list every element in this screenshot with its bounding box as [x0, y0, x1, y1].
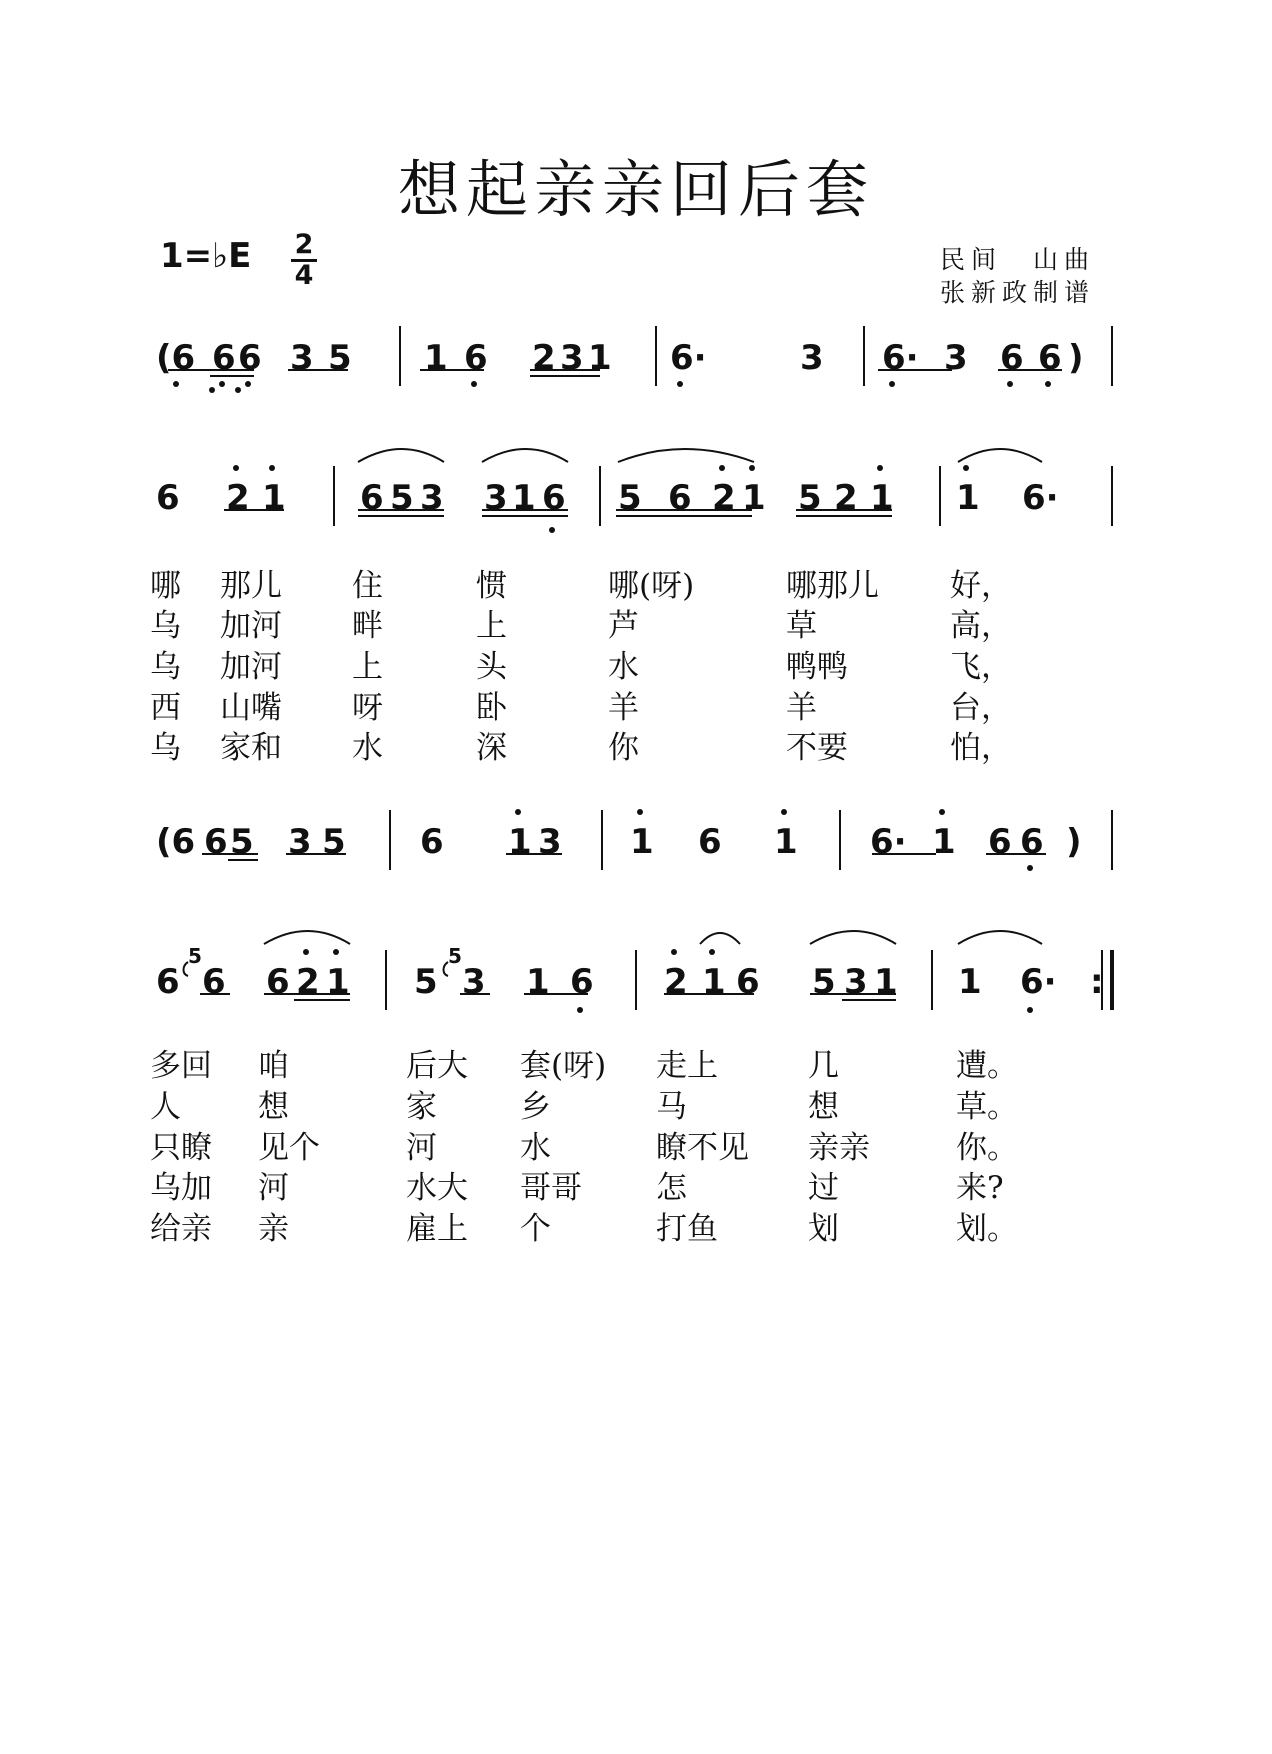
lyric: 套(呀) — [520, 1048, 607, 1084]
note: ) — [1066, 822, 1082, 862]
note: 3 — [844, 962, 868, 1002]
lyric: 想 — [808, 1089, 839, 1125]
note: 3 — [560, 338, 584, 378]
lyric: 怕， — [950, 730, 1012, 766]
lyric: 上 — [352, 649, 383, 685]
lyric: 划 — [808, 1211, 839, 1247]
note: 6 — [420, 822, 444, 862]
lyric: 家 — [406, 1089, 437, 1125]
lyric: 西 — [150, 690, 181, 726]
lyric: 你。 — [956, 1130, 1018, 1166]
note: 3 — [538, 822, 562, 862]
lyric: 给亲 — [150, 1211, 212, 1247]
note: 2 — [226, 478, 250, 518]
note: 1 — [512, 478, 536, 518]
note: 3 — [288, 822, 312, 862]
note: 1 — [326, 962, 350, 1002]
note: 1 — [774, 822, 798, 862]
note: 6 — [360, 478, 384, 518]
lyric: 只瞭 — [150, 1130, 212, 1166]
lyric: 鸭鸭 — [786, 649, 848, 685]
lyric: 水 — [608, 649, 639, 685]
lyric: 芦 — [608, 608, 639, 644]
lyric: 几 — [808, 1048, 839, 1084]
lyric: 遭。 — [956, 1048, 1018, 1084]
beam-lines — [202, 854, 1046, 860]
slur — [358, 449, 1042, 462]
note: 1 — [874, 962, 898, 1002]
grace-slur — [184, 962, 449, 976]
note: (6 — [156, 338, 196, 378]
lyric: 乌 — [150, 608, 181, 644]
note: 1 — [424, 338, 448, 378]
note: 5 — [322, 822, 346, 862]
lyric: 河 — [258, 1170, 289, 1206]
beam-lines — [224, 510, 892, 516]
note: 1 — [508, 822, 532, 862]
lyric: 多回 — [150, 1048, 212, 1084]
note: 3 — [944, 338, 968, 378]
note: 2 — [712, 478, 736, 518]
note: 5 — [390, 478, 414, 518]
lyric: 羊 — [608, 690, 639, 726]
note: 6 — [156, 962, 180, 1002]
note: 5 — [618, 478, 642, 518]
beam-lines — [168, 370, 1062, 376]
lyric: 惯 — [476, 568, 507, 604]
lyric: 亲 — [258, 1211, 289, 1247]
note: 5 — [414, 962, 438, 1002]
note: 1 — [630, 822, 654, 862]
note: 6 — [1038, 338, 1062, 378]
note: (6 — [156, 822, 196, 862]
lyric: 来? — [956, 1170, 1004, 1206]
lyric: 不要 — [786, 730, 848, 766]
lyric: 家和 — [220, 730, 282, 766]
note: 2 — [664, 962, 688, 1002]
lyric: 你 — [608, 730, 639, 766]
composer-credit: 民间 山曲 — [940, 245, 1096, 274]
lyric: 住 — [352, 568, 383, 604]
note: 5 — [812, 962, 836, 1002]
lyric: 咱 — [258, 1048, 289, 1084]
note: 2 — [834, 478, 858, 518]
lyric: 畔 — [352, 608, 383, 644]
note: 3 — [800, 338, 824, 378]
note: 1 — [526, 962, 550, 1002]
note: 3 — [484, 478, 508, 518]
lyric: 乌加 — [150, 1170, 212, 1206]
note: 6 — [212, 338, 236, 378]
lyric: 马 — [656, 1089, 687, 1125]
note: 6· — [882, 338, 919, 378]
note: 3 — [462, 962, 486, 1002]
lyric: 卧 — [476, 690, 507, 726]
key-signature: 1=♭E — [160, 236, 252, 276]
note: 1 — [588, 338, 612, 378]
lyric: 加河 — [220, 649, 282, 685]
lyric: 头 — [476, 649, 507, 685]
lyric: 飞， — [950, 649, 1012, 685]
lyric: 加河 — [220, 608, 282, 644]
lyric: 水 — [520, 1130, 551, 1166]
note: 6 — [1000, 338, 1024, 378]
note: 1 — [958, 962, 982, 1002]
note: 6 — [736, 962, 760, 1002]
lyric: 水大 — [406, 1170, 468, 1206]
note: 2 — [296, 962, 320, 1002]
time-signature-bottom: 4 — [294, 260, 314, 291]
note: 6· — [1022, 478, 1059, 518]
note: 1 — [870, 478, 894, 518]
lyric: 好， — [950, 568, 1012, 604]
note: 6 — [464, 338, 488, 378]
grace-note: 5 — [448, 944, 462, 968]
lyric: 羊 — [786, 690, 817, 726]
note: 6 — [988, 822, 1012, 862]
beam-lines — [200, 994, 896, 1000]
note: ) — [1068, 338, 1084, 378]
repeat-dots: : — [1090, 962, 1104, 1002]
time-signature-top: 2 — [294, 229, 314, 260]
lyric: 雇上 — [406, 1211, 468, 1247]
note: 1 — [956, 478, 980, 518]
lyric: 个 — [520, 1211, 551, 1247]
note: 6 — [238, 338, 262, 378]
lyric: 见个 — [258, 1130, 320, 1166]
note: 6· — [670, 338, 707, 378]
lyric: 走上 — [656, 1048, 718, 1084]
lyric: 乌 — [150, 649, 181, 685]
note: 6 — [1020, 822, 1044, 862]
lyric: 瞭不见 — [656, 1130, 749, 1166]
note: 6 — [266, 962, 290, 1002]
note: 6 — [570, 962, 594, 1002]
slur — [264, 931, 1042, 944]
lyric: 草 — [786, 608, 817, 644]
lyric: 人 — [150, 1089, 181, 1125]
lyric: 乌 — [150, 730, 181, 766]
note: 6· — [1020, 962, 1057, 1002]
note: 6 — [202, 962, 226, 1002]
note: 6· — [870, 822, 907, 862]
lyric: 那儿 — [220, 568, 282, 604]
lyric: 划。 — [956, 1211, 1018, 1247]
lyric: 水 — [352, 730, 383, 766]
lyric: 乡 — [520, 1089, 551, 1125]
lyric: 草。 — [956, 1089, 1018, 1125]
note: 3 — [420, 478, 444, 518]
lyric: 山嘴 — [220, 690, 282, 726]
lyric: 深 — [476, 730, 507, 766]
note: 1 — [702, 962, 726, 1002]
lyric: 台， — [950, 690, 1012, 726]
song-title: 想起亲亲回后套 — [397, 153, 874, 226]
note: 6 — [668, 478, 692, 518]
arranger-credit: 张新政制谱 — [940, 278, 1096, 307]
note: 3 — [290, 338, 314, 378]
lyric: 哪那儿 — [786, 568, 879, 604]
note: 1 — [742, 478, 766, 518]
lyric: 高， — [950, 608, 1012, 644]
lyric: 亲亲 — [808, 1130, 870, 1166]
lyric: 过 — [808, 1170, 839, 1206]
octave-dots — [173, 381, 1051, 1013]
note: 1 — [932, 822, 956, 862]
note: 6 — [698, 822, 722, 862]
lyric: 上 — [476, 608, 507, 644]
note: 6 — [156, 478, 180, 518]
note: 5 — [798, 478, 822, 518]
grace-note: 5 — [188, 944, 202, 968]
note: 6 — [204, 822, 228, 862]
lyric: 打鱼 — [656, 1211, 718, 1247]
lyric: 河 — [406, 1130, 437, 1166]
note: 6 — [542, 478, 566, 518]
lyric: 怎 — [656, 1170, 687, 1206]
lyric: 呀 — [352, 690, 383, 726]
note: 2 — [532, 338, 556, 378]
lyric: 后大 — [406, 1048, 468, 1084]
lyric: 哪 — [150, 568, 181, 604]
lyric: 哥哥 — [520, 1170, 582, 1206]
lyric: 想 — [258, 1089, 289, 1125]
note: 5 — [230, 822, 254, 862]
lyric: 哪(呀) — [608, 568, 695, 604]
note: 1 — [262, 478, 286, 518]
note: 5 — [328, 338, 352, 378]
